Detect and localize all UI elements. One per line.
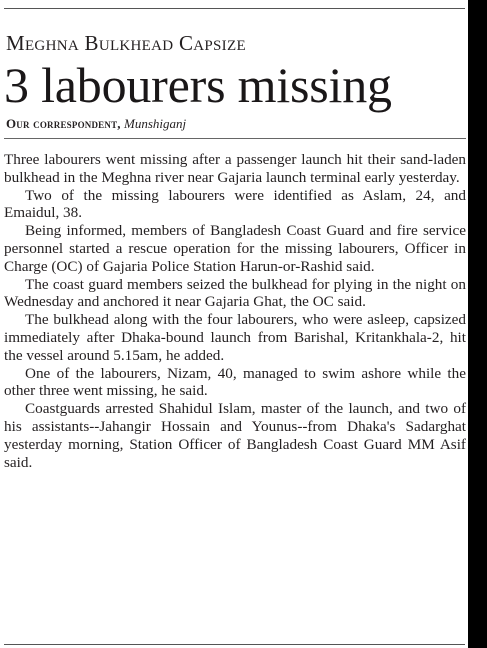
paragraph: Being informed, members of Bangladesh Coast Guard and fire service personnel started a rescue operation for the missing labourers, Officer in Charge (OC) of Gajaria Police Station Harun-or-Rashid said. xyxy=(4,222,466,275)
article-body xyxy=(4,151,466,471)
byline-author: Our correspondent, xyxy=(6,116,121,131)
byline-separator xyxy=(4,138,466,139)
paragraph: Coastguards arrested Shahidul Islam, master of the launch, and two of his assistants--Jahangir Hossain and Younus--from Dhaka's Sadarghat yesterday morning, Station Officer of Bangladesh Coast Guard MM Asif said. xyxy=(4,400,466,471)
paragraph: Two of the missing labourers were identified as Aslam, 24, and Emaidul, 38. xyxy=(4,186,466,222)
kicker: Meghna Bulkhead Capsize xyxy=(6,31,246,55)
article xyxy=(4,8,466,471)
headline: 3 labourers missing xyxy=(4,57,392,113)
byline-location: Munshiganj xyxy=(123,116,187,131)
bottom-rule xyxy=(4,644,465,645)
paragraph: Three labourers went missing after a passenger launch hit their sand-laden bulkhead in the Meghna river near Gajaria launch terminal early yesterday. xyxy=(4,151,466,186)
paragraph: The coast guard members seized the bulkhead for plying in the night on Wednesday and anchored it near Gajaria Ghat, the OC said. xyxy=(4,275,466,311)
right-edge-bar xyxy=(468,0,487,648)
paragraph: The bulkhead along with the four labourers, who were asleep, capsized immediately after Dhaka-bound launch from Barishal, Kritankhala-2, hit the vessel around 5.15am, he added. xyxy=(4,311,466,364)
paragraph: One of the labourers, Nizam, 40, managed to swim ashore while the other three went missing, he said. xyxy=(4,364,466,400)
byline xyxy=(6,117,466,131)
